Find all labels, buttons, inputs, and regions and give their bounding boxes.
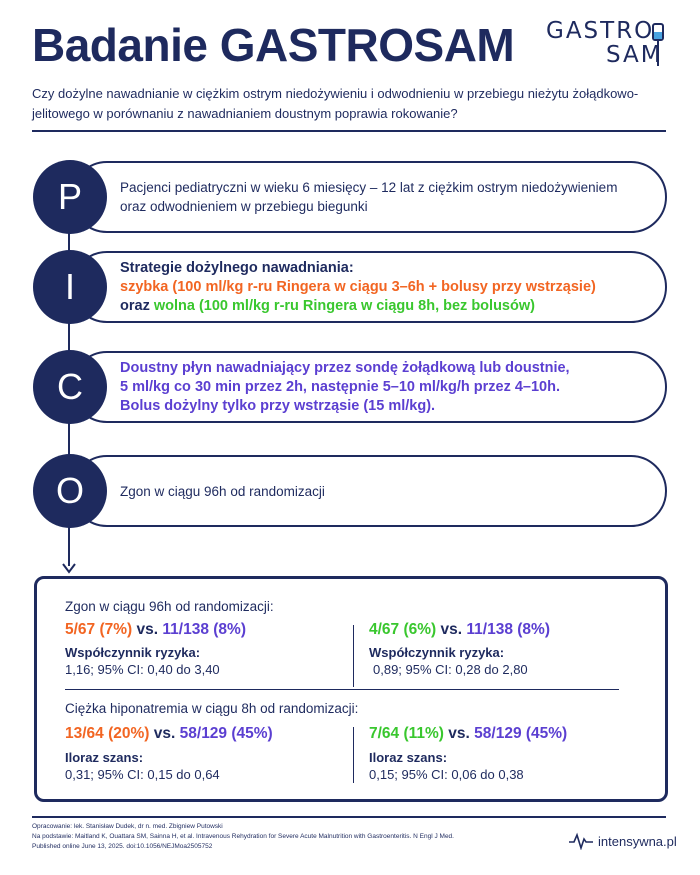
comparison-line3: Bolus dożylny tylko przy wstrząsie (15 ml/kg). (120, 397, 436, 414)
mortality-left-vs: vs. (136, 621, 159, 638)
intensywna-brand[interactable] (568, 830, 677, 852)
mortality-left-value: 1,16; 95% CI: 0,40 do 3,40 (65, 662, 220, 677)
intervention-slow: wolna (100 ml/kg r-ru Ringera w ciągu 8h, bez bolusów) (153, 297, 535, 314)
mortality-column-separator (353, 625, 354, 687)
hyponatremia-left-value: 0,31; 95% CI: 0,15 do 0,64 (65, 767, 220, 782)
pico-text-p (120, 160, 649, 234)
logo-line1: GASTRO (546, 18, 655, 44)
comparison-line2: 5 ml/kg co 30 min przez 2h, następnie 5–10 ml/kg/h przez 4–10h. (120, 378, 560, 395)
pico-text-c (120, 350, 649, 424)
mortality-right-value: 0,89; 95% CI: 0,28 do 2,80 (373, 662, 528, 677)
intervention-fast: szybka (100 ml/kg r-ru Ringera w ciągu 3–6h + bolusy przy wstrząsie) (120, 278, 596, 295)
iv-drip-icon (647, 22, 669, 68)
hyponatremia-right-metric: Iloraz szans: (369, 750, 448, 765)
pico-row-o (33, 454, 667, 530)
footer-credits (32, 822, 552, 852)
hyponatremia-right-vs: vs. (448, 725, 470, 742)
mortality-right-slow: 4/67 (6%) (369, 621, 437, 638)
mortality-left-fast: 5/67 (7%) (65, 621, 133, 638)
hyponatremia-label: Ciężka hiponatremia w ciągu 8h od randomizacji: (65, 701, 359, 716)
hyponatremia-right-oral: 58/129 (45%) (474, 725, 568, 742)
mortality-label: Zgon w ciągu 96h od randomizacji: (65, 599, 274, 614)
pico-text-o (120, 454, 649, 528)
pico-letter-o: O (33, 454, 107, 528)
top-divider (32, 130, 666, 132)
hyponatremia-left-vs: vs. (153, 725, 176, 742)
intervention-heading: Strategie dożylnego nawadniania: (120, 259, 354, 276)
mortality-left-comparison (65, 621, 246, 639)
footer-source: Na podstawie: Maitland K, Ouattara SM, Sainna H, et al. Intravenous Rehydration for Severe Acute Malnutrition with Gastroenteritis. N Engl J Med. (32, 833, 454, 840)
bottom-divider (32, 816, 666, 818)
hyponatremia-left-fast: 13/64 (20%) (65, 725, 150, 742)
hyponatremia-left-comparison (65, 725, 273, 743)
gastrosam-logo (546, 18, 672, 70)
hyponatremia-right-slow: 7/64 (11%) (369, 725, 444, 742)
pico-row-c (33, 350, 667, 426)
population-line2: oraz odwodnieniem w przebiegu biegunki (120, 199, 368, 214)
population-line1: Pacjenci pediatryczni w wieku 6 miesięcy – 12 lat z ciężkim ostrym niedożywieniem (120, 180, 618, 195)
hyponatremia-right-value: 0,15; 95% CI: 0,06 do 0,38 (369, 767, 524, 782)
results-divider (65, 689, 619, 690)
mortality-left-oral: 11/138 (8%) (162, 621, 246, 638)
hyponatremia-right-comparison (369, 725, 567, 743)
outcome-text: Zgon w ciągu 96h od randomizacji (120, 483, 325, 499)
intervention-and: oraz (120, 297, 150, 314)
mortality-right-comparison (369, 621, 550, 639)
pico-row-p (33, 160, 667, 236)
arrow-down-icon (62, 562, 76, 574)
results-box (34, 576, 668, 802)
research-question: Czy dożylne nawadnianie w ciężkim ostrym niedożywieniu i odwodnieniu w przebiegu nieżytu żołądkowo-jelitowego w porównaniu z nawadnianiem doustnym poprawia rokowanie? (32, 86, 639, 121)
logo-line2: SAM (606, 42, 663, 68)
footer-doi: Published online June 13, 2025. doi:10.1056/NEJMoa2505752 (32, 843, 213, 850)
mortality-right-vs: vs. (440, 621, 463, 638)
page-title: Badanie GASTROSAM (32, 19, 515, 71)
hyponatremia-left-metric: Iloraz szans: (65, 750, 144, 765)
mortality-right-metric: Współczynnik ryzyka: (369, 645, 505, 660)
hyponatremia-column-separator (353, 727, 354, 783)
brand-name: intensywna.pl (598, 833, 677, 849)
footer-authors: Opracowanie: lek. Stanisław Dudek, dr n. med. Zbigniew Putowski (32, 823, 223, 830)
mortality-left-metric: Współczynnik ryzyka: (65, 645, 201, 660)
pico-letter-i: I (33, 250, 107, 324)
pico-letter-c: C (33, 350, 107, 424)
pico-text-i (120, 250, 649, 324)
comparison-line1: Doustny płyn nawadniający przez sondę żołądkową lub doustnie, (120, 359, 570, 376)
pico-letter-p: P (33, 160, 107, 234)
hyponatremia-left-oral: 58/129 (45%) (179, 725, 273, 742)
pico-row-i (33, 250, 667, 326)
mortality-right-oral: 11/138 (8%) (466, 621, 550, 638)
heartbeat-icon (568, 832, 594, 850)
